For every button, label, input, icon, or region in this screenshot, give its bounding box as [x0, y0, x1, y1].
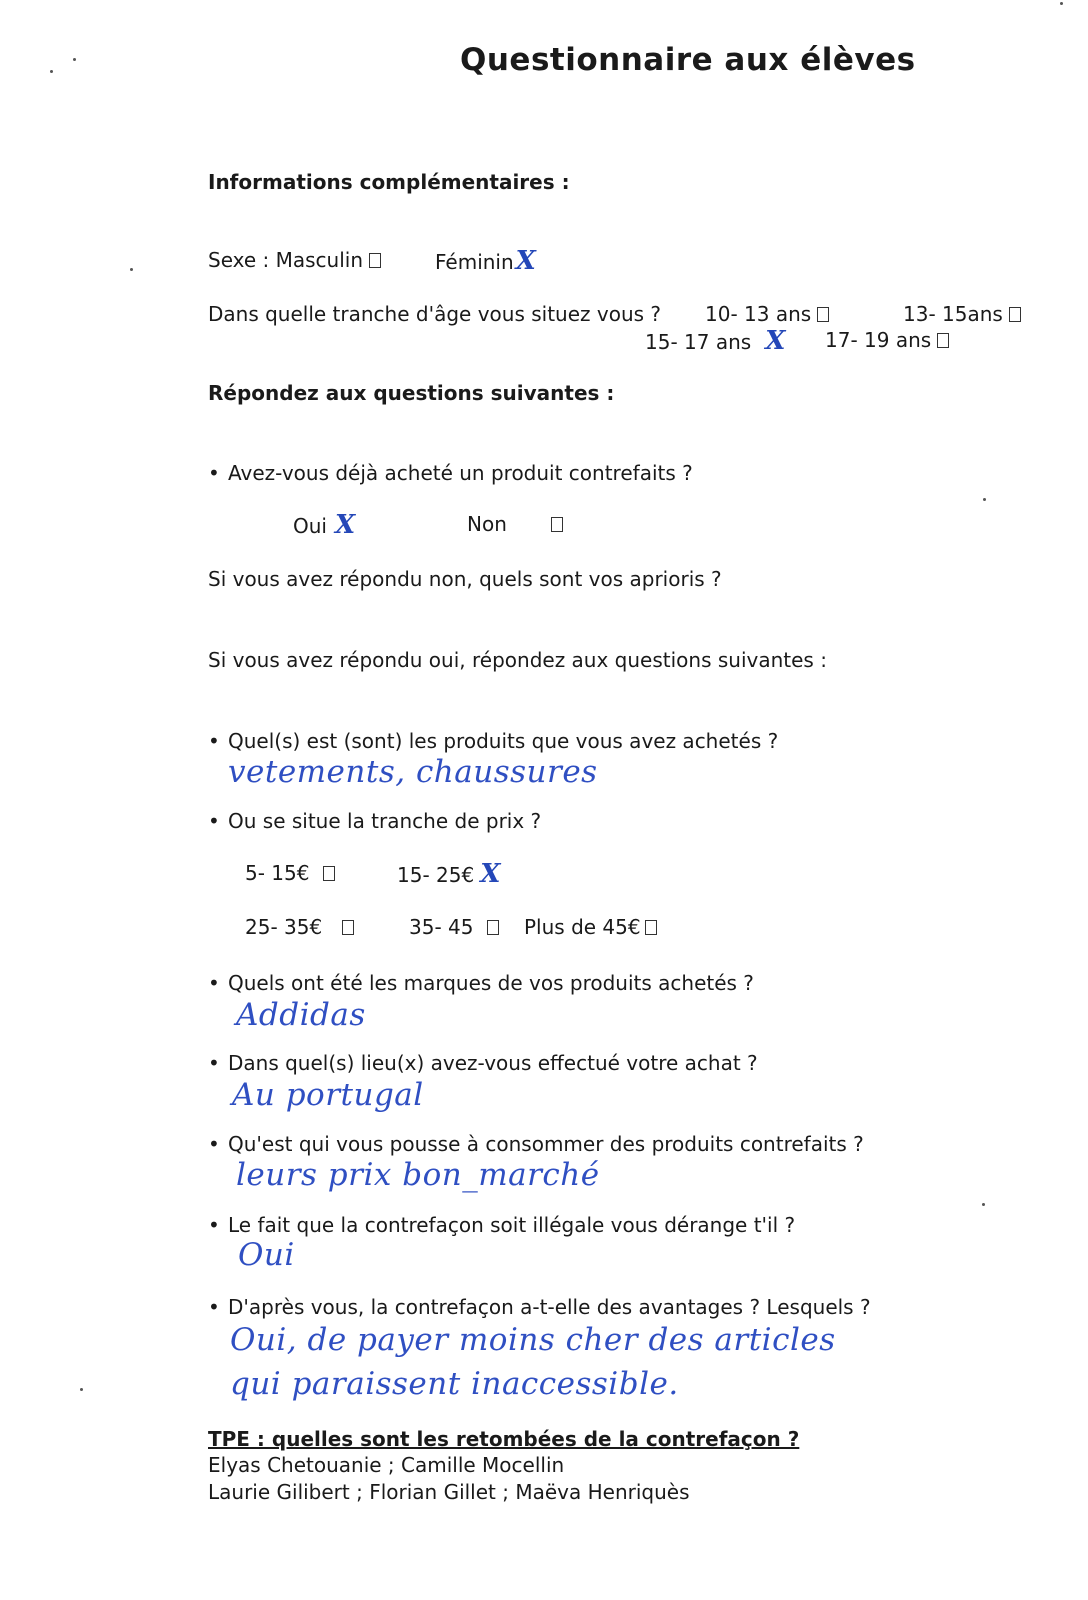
bullet: • [208, 1213, 220, 1237]
oui-label: Oui [293, 514, 327, 538]
question-text: Quel(s) est (sont) les produits que vous avez achetés ? [228, 729, 779, 753]
authors-line2: Laurie Gilibert ; Florian Gillet ; Maëva Henriquès [208, 1480, 690, 1504]
age-option-label: 13- 15ans [903, 302, 1003, 326]
price-option-5-15 [245, 861, 335, 885]
answer-brands: Addidas [236, 997, 366, 1033]
answer-illegal: Oui [238, 1237, 295, 1273]
sexe-label: Sexe : Masculin [208, 248, 364, 272]
age-option-label: 10- 13 ans [705, 302, 812, 326]
questions-heading: Répondez aux questions suivantes : [208, 381, 615, 405]
price-option-25-35 [245, 915, 354, 939]
info-heading: Informations complémentaires : [208, 170, 570, 194]
price-5-15-checkbox[interactable] [323, 866, 335, 881]
bullet: • [208, 1295, 220, 1319]
age-question: Dans quelle tranche d'âge vous situez vous ? [208, 302, 662, 326]
question-bought [208, 461, 693, 485]
answer-products: vetements, chaussures [228, 754, 598, 790]
question-place [208, 1051, 758, 1075]
scan-speck [983, 498, 986, 501]
question-price [208, 809, 541, 833]
question-products [208, 729, 778, 753]
price-option-15-25 [397, 861, 500, 887]
price-option-plus-45 [524, 915, 657, 939]
non-option [467, 512, 563, 536]
question-text: D'après vous, la contrefaçon a-t-elle des avantages ? Lesquels ? [228, 1295, 871, 1319]
scan-speck [982, 1203, 985, 1206]
age-10-13-checkbox[interactable] [817, 307, 829, 322]
question-advantages [208, 1295, 871, 1319]
bullet: • [208, 1051, 220, 1075]
scan-speck [130, 268, 133, 271]
price-option-35-45 [409, 915, 499, 939]
age-option-15-17 [645, 328, 785, 354]
question-text: Ou se situe la tranche de prix ? [228, 809, 542, 833]
answer-advantages-line2: qui paraissent inaccessible. [230, 1366, 679, 1402]
age-option-17-19 [825, 328, 949, 352]
price-option-label: 35- 45 [409, 915, 474, 939]
question-brands [208, 971, 754, 995]
answer-motivation: leurs prix bon_marché [236, 1157, 600, 1193]
age-17-19-checkbox[interactable] [937, 333, 949, 348]
if-yes-text: Si vous avez répondu oui, répondez aux questions suivantes : [208, 648, 827, 672]
price-35-45-checkbox[interactable] [487, 920, 499, 935]
feminin-label: Féminin [435, 250, 514, 274]
sexe-row [208, 248, 381, 272]
oui-checkbox-checked[interactable]: X [334, 510, 356, 540]
bullet: • [208, 809, 220, 833]
age-option-10-13 [705, 302, 829, 326]
question-text: Dans quel(s) lieu(x) avez-vous effectué votre achat ? [228, 1051, 758, 1075]
scan-speck [73, 58, 76, 61]
price-15-25-checkbox-checked[interactable]: X [480, 859, 501, 889]
age-option-label: 15- 17 ans [645, 330, 752, 354]
tpe-title: TPE : quelles sont les retombées de la contrefaçon ? [208, 1427, 800, 1451]
scan-speck [80, 1388, 83, 1391]
age-13-15-checkbox[interactable] [1009, 307, 1021, 322]
answer-place: Au portugal [232, 1077, 424, 1113]
age-15-17-checkbox-checked[interactable]: X [765, 326, 786, 356]
age-option-label: 17- 19 ans [825, 328, 932, 352]
price-option-label: 5- 15€ [245, 861, 310, 885]
page-title: Questionnaire aux élèves [460, 42, 916, 78]
non-checkbox[interactable] [551, 517, 563, 532]
price-25-35-checkbox[interactable] [342, 920, 354, 935]
masculin-checkbox[interactable] [369, 253, 381, 268]
bullet: • [208, 729, 220, 753]
feminin-option [435, 248, 536, 274]
age-option-13-15 [903, 302, 1021, 326]
price-plus-45-checkbox[interactable] [645, 920, 657, 935]
question-text: Le fait que la contrefaçon soit illégale vous dérange t'il ? [228, 1213, 796, 1237]
price-option-label: Plus de 45€ [524, 915, 641, 939]
bullet: • [208, 971, 220, 995]
question-illegal [208, 1213, 795, 1237]
bullet: • [208, 461, 220, 485]
oui-option [293, 512, 355, 538]
question-motivation [208, 1132, 864, 1156]
if-no-text: Si vous avez répondu non, quels sont vos aprioris ? [208, 567, 722, 591]
authors-line1: Elyas Chetouanie ; Camille Mocellin [208, 1453, 565, 1477]
feminin-checkbox-checked[interactable]: X [515, 246, 536, 276]
scan-speck [1060, 2, 1063, 5]
answer-advantages-line1: Oui, de payer moins cher des articles [230, 1322, 836, 1358]
price-option-label: 25- 35€ [245, 915, 323, 939]
price-option-label: 15- 25€ [397, 863, 475, 887]
bullet: • [208, 1132, 220, 1156]
non-label: Non [467, 512, 507, 536]
question-text: Quels ont été les marques de vos produits achetés ? [228, 971, 754, 995]
question-text: Qu'est qui vous pousse à consommer des produits contrefaits ? [228, 1132, 864, 1156]
scan-speck [50, 70, 53, 73]
question-text: Avez-vous déjà acheté un produit contrefaits ? [228, 461, 693, 485]
